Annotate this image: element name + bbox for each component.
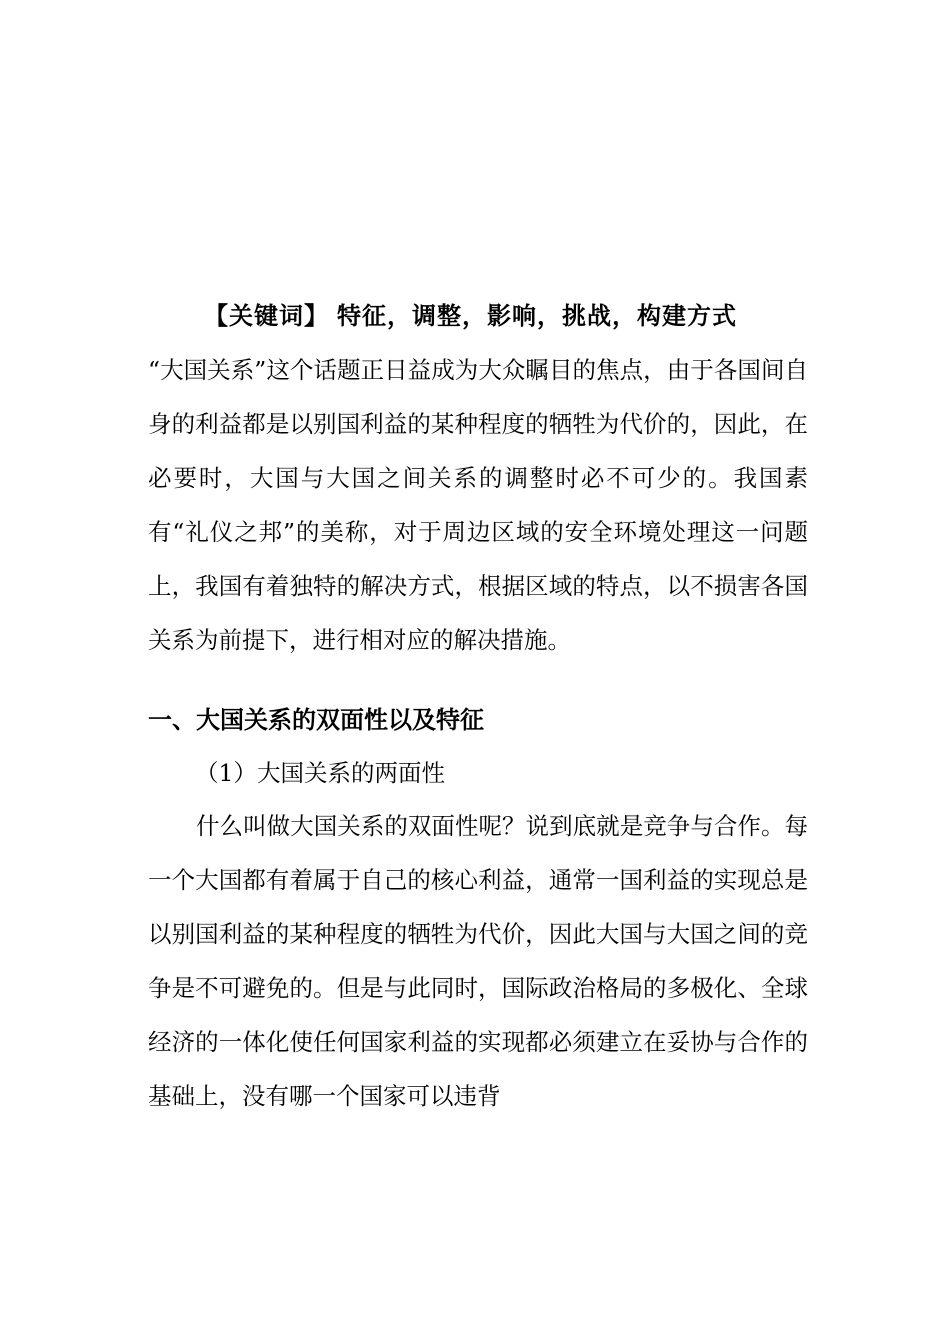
sub-heading: （1）大国关系的两面性 — [195, 759, 445, 787]
section-heading: 一、大国关系的双面性以及特征 — [148, 705, 484, 734]
keywords-terms: 特征，调整，影响，挑战，构建方式 — [337, 301, 737, 330]
intro-paragraph: “大国关系”这个话题正日益成为大众瞩目的焦点，由于各国间自身的利益都是以别国利益的某种程度的牺牲为代价的，因此，在必要时，大国与大国之间关系的调整时必不可少的。我国素有“礼仪之邦”的美称，对于周边区域的安全环境处理这一问题上，我国有着独特的解决方式，根据区域的特点，以不损害各国关系为前提下，进行相对应的解决措施。 — [148, 356, 808, 654]
body-paragraph: 什么叫做大国关系的双面性呢？说到底就是竞争与合作。每一个大国都有着属于自己的核心利益，通常一国利益的实现总是以别国利益的某种程度的牺牲为代价，因此大国与大国之间的竞争是不可避免的。但是与此同时，国际政治格局的多极化、全球经济的一体化使任何国家利益的实现都必须建立在妥协与合作的基础上，没有哪一个国家可以违背 — [148, 812, 808, 1110]
keywords-line — [204, 296, 737, 331]
keywords-label: 【关键词】 — [204, 301, 329, 330]
